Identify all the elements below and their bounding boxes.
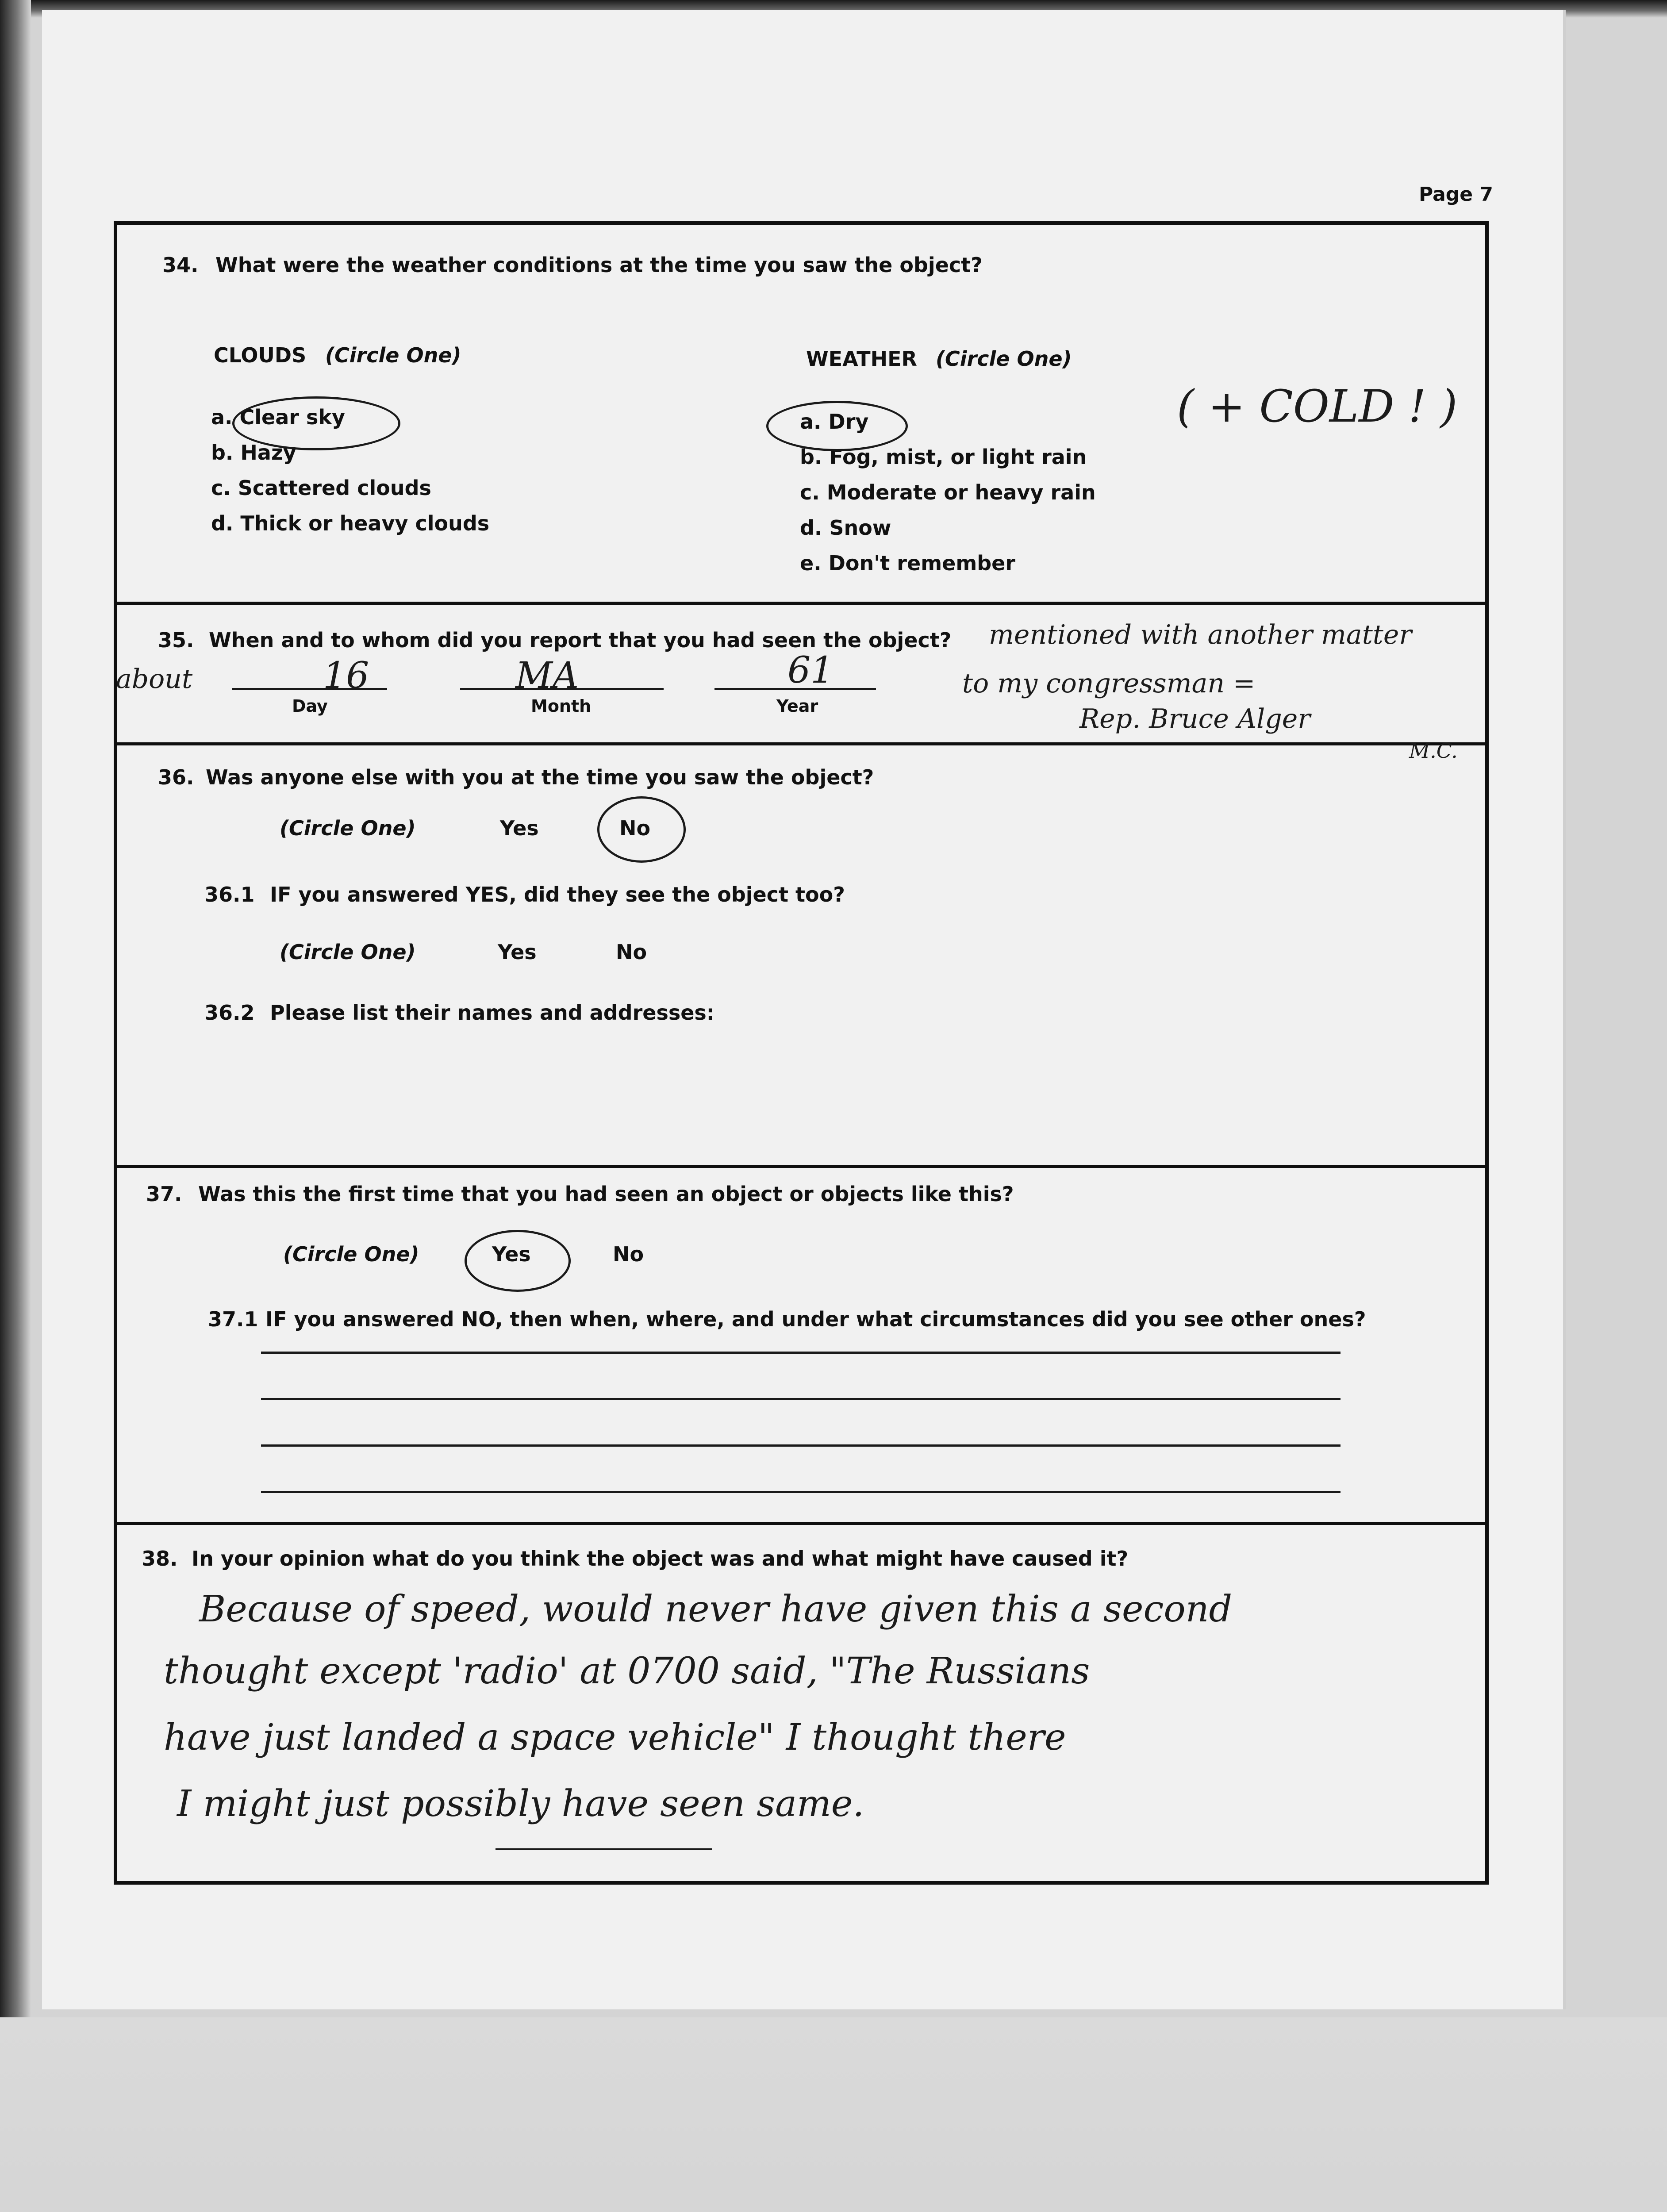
q37-no[interactable]: No <box>613 1242 644 1266</box>
divider-35-36 <box>114 742 1489 745</box>
q37-answer-line-3 <box>261 1444 1341 1447</box>
month-label: Month <box>531 696 592 716</box>
scan-background-bottom <box>0 2017 1667 2212</box>
q36-no[interactable]: No <box>619 816 651 840</box>
day-value: 16 <box>323 655 369 697</box>
q36-number: 36. <box>158 765 194 789</box>
q37-yes[interactable]: Yes <box>492 1242 531 1266</box>
possibly-underline <box>495 1848 712 1850</box>
q37-answer-line-1 <box>261 1352 1341 1354</box>
q38-answer-line-2: thought except 'radio' at 0700 said, "The Russians <box>164 1650 1090 1692</box>
weather-selection-circle <box>766 401 908 451</box>
weather-option-b[interactable]: b. Fog, mist, or light rain <box>800 445 1087 469</box>
month-rule <box>460 688 664 690</box>
q36-1-no[interactable]: No <box>616 940 647 964</box>
clouds-option-b[interactable]: b. Hazy <box>211 441 296 465</box>
clouds-instruction: (Circle One) <box>325 343 461 367</box>
q36-2-question: Please list their names and addresses: <box>270 1001 715 1025</box>
q36-2-number: 36.2 <box>204 1001 255 1025</box>
month-value: MA <box>515 655 579 697</box>
clouds-heading: CLOUDS <box>214 343 307 367</box>
about-note: about <box>116 664 193 695</box>
q36-selection-circle <box>597 796 686 863</box>
weather-instruction: (Circle One) <box>936 347 1072 371</box>
q37-question: Was this the first time that you had seen an object or objects like this? <box>198 1182 1014 1206</box>
q36-yes[interactable]: Yes <box>500 816 539 840</box>
clouds-option-a[interactable]: a. Clear sky <box>211 405 345 429</box>
q37-1-number: 37.1 <box>208 1307 258 1331</box>
weather-option-e[interactable]: e. Don't remember <box>800 551 1016 575</box>
divider-37-38 <box>114 1522 1489 1525</box>
form-frame <box>114 221 1489 1885</box>
q36-question: Was anyone else with you at the time you saw the object? <box>206 765 874 789</box>
weather-option-d[interactable]: d. Snow <box>800 516 891 540</box>
q38-number: 38. <box>142 1547 178 1571</box>
q34-question: What were the weather conditions at the time you saw the object? <box>215 253 983 277</box>
q36-1-number: 36.1 <box>204 883 255 906</box>
q36-1-instruction: (Circle One) <box>280 940 416 964</box>
divider-34-35 <box>114 602 1489 605</box>
day-label: Day <box>292 696 328 716</box>
handwritten-reply-line3: Rep. Bruce Alger <box>1079 703 1310 734</box>
divider-36-37 <box>114 1165 1489 1168</box>
q37-instruction: (Circle One) <box>283 1242 419 1266</box>
q35-question: When and to whom did you report that you had seen the object? <box>209 628 952 652</box>
q36-instruction: (Circle One) <box>280 816 416 840</box>
handwritten-reply-line2: to my congressman = <box>962 668 1256 699</box>
q37-number: 37. <box>146 1182 182 1206</box>
q36-1-question: IF you answered YES, did they see the object too? <box>270 883 845 906</box>
page-number: Page 7 <box>1419 183 1494 206</box>
handwritten-reply-line1: mentioned with another matter <box>989 619 1412 650</box>
year-value: 61 <box>787 649 834 691</box>
q38-answer-line-4: I might just possibly have seen same. <box>177 1783 864 1825</box>
q36-1-yes[interactable]: Yes <box>498 940 537 964</box>
q34-number: 34. <box>162 253 199 277</box>
q38-question: In your opinion what do you think the object was and what might have caused it? <box>192 1547 1129 1571</box>
q37-selection-circle <box>465 1230 571 1292</box>
q38-answer-line-1: Because of speed, would never have given this a second <box>199 1588 1233 1630</box>
q37-answer-line-4 <box>261 1491 1341 1493</box>
q38-answer-line-3: have just landed a space vehicle" I thought there <box>164 1717 1066 1759</box>
clouds-selection-circle <box>232 396 400 450</box>
weather-heading: WEATHER <box>806 347 917 371</box>
clouds-option-c[interactable]: c. Scattered clouds <box>211 476 431 500</box>
year-label: Year <box>776 696 818 716</box>
scan-edge-left <box>0 0 31 2057</box>
day-rule <box>232 688 387 690</box>
handwritten-reply-line4: M.C. <box>1409 739 1458 763</box>
q37-answer-line-2 <box>261 1398 1341 1400</box>
clouds-option-d[interactable]: d. Thick or heavy clouds <box>211 511 490 535</box>
weather-option-a[interactable]: a. Dry <box>800 410 869 434</box>
weather-option-c[interactable]: c. Moderate or heavy rain <box>800 480 1096 504</box>
year-rule <box>714 688 876 690</box>
q35-number: 35. <box>158 628 194 652</box>
q37-1-question: IF you answered NO, then when, where, and under what circumstances did you see other ones? <box>265 1307 1366 1331</box>
handwritten-cold-note: ( + COLD ! ) <box>1177 380 1458 432</box>
